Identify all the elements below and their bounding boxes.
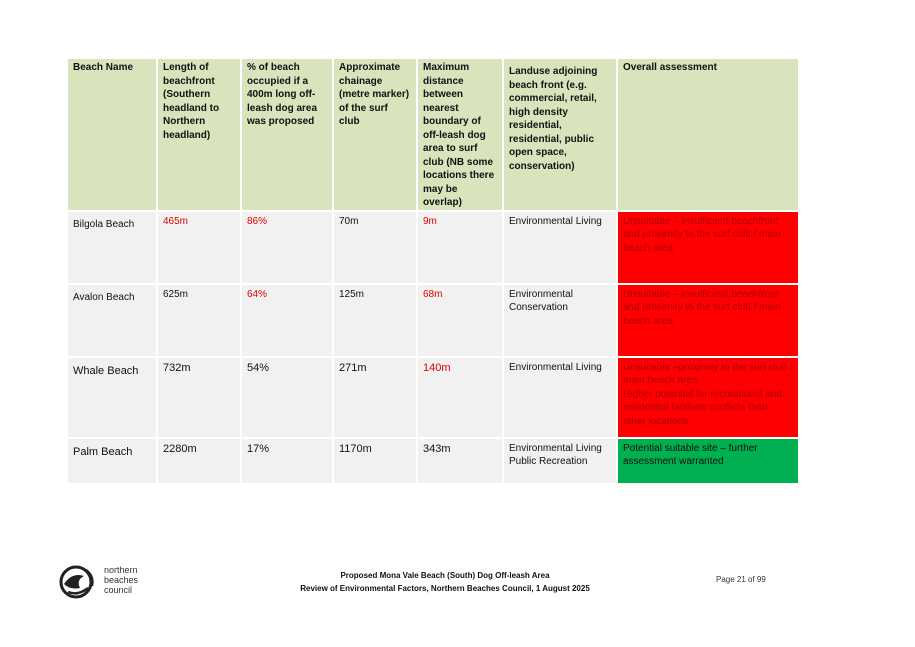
landuse-line: Environmental Living [509, 361, 602, 373]
landuse-line: Environmental Living [509, 215, 602, 227]
logo-line: beaches [104, 574, 139, 585]
header-chainage: Approximate chainage (metre marker) of the surf club [334, 59, 416, 210]
page-number: Page 21 of 99 [716, 575, 766, 584]
landuse-line: Environmental Living [509, 442, 602, 454]
assessment-cell-suitable [618, 437, 798, 483]
header-distance: Maximum distance between nearest boundary of off-leash dog area to surf club (NB some locations there may be overlap) [418, 59, 502, 210]
length-cell: 732m [158, 356, 240, 437]
beach-name-cell: Bilgola Beach [68, 210, 156, 283]
percent-cell: 17% [242, 437, 332, 483]
percent-cell: 54% [242, 356, 332, 437]
assessment-cell-unsuitable [618, 283, 798, 356]
assessment-line: Unsuitable – insufficient beachfront and proximity to the surf club / main beach area [623, 288, 781, 327]
distance-cell: 9m [418, 210, 502, 283]
beach-name-cell: Whale Beach [68, 356, 156, 437]
council-logo-mark-icon [58, 562, 100, 602]
chainage-cell: 271m [334, 356, 416, 437]
assessment-line: Higher potential for recreational and residential landuse conflicts than other locations [623, 388, 782, 427]
landuse-cell [504, 210, 616, 283]
landuse-cell [504, 356, 616, 437]
chainage-cell: 70m [334, 210, 416, 283]
footer-document-info [250, 570, 640, 596]
footer-doc-subtitle: Review of Environmental Factors, Northern Beaches Council, 1 August 2025 [300, 583, 590, 593]
assessment-line: Unsuitable – insufficient beachfront and proximity to the surf club / main beach area [623, 215, 781, 254]
footer-doc-title: Proposed Mona Vale Beach (South) Dog Off-leash Area [340, 571, 550, 580]
header-landuse: Landuse adjoining beach front (e.g. commercial, retail, high density residential, residential, public open space, conservation) [504, 59, 616, 210]
council-logo [58, 562, 168, 602]
header-length: Length of beachfront (Southern headland to Northern headland) [158, 59, 240, 210]
chainage-cell: 1170m [334, 437, 416, 483]
distance-cell: 343m [418, 437, 502, 483]
landuse-cell [504, 437, 616, 483]
assessment-cell-unsuitable [618, 356, 798, 437]
distance-cell: 140m [418, 356, 502, 437]
assessment-line: Potential suitable site – further assessment warranted [623, 442, 758, 467]
distance-cell: 68m [418, 283, 502, 356]
landuse-line: Environmental Conservation [509, 288, 573, 313]
table-row [68, 283, 798, 356]
header-assessment: Overall assessment [618, 59, 798, 210]
beach-assessment-table [66, 59, 800, 483]
council-logo-text [104, 566, 138, 596]
header-percent: % of beach occupied if a 400m long off-leash dog area was proposed [242, 59, 332, 210]
percent-cell: 64% [242, 283, 332, 356]
beach-name-cell: Palm Beach [68, 437, 156, 483]
table-row [68, 437, 798, 483]
table-row [68, 210, 798, 283]
landuse-line: Public Recreation [509, 456, 588, 467]
table-header-row [68, 59, 798, 210]
logo-line: northern [104, 565, 138, 575]
percent-cell: 86% [242, 210, 332, 283]
header-beach-name: Beach Name [68, 59, 156, 210]
landuse-cell [504, 283, 616, 356]
beach-name-cell: Avalon Beach [68, 283, 156, 356]
logo-line: council [104, 584, 133, 595]
length-cell: 625m [158, 283, 240, 356]
table-row [68, 356, 798, 437]
assessment-line: Unsuitable –proximity to the surf club / main beach area. [623, 361, 793, 386]
length-cell: 2280m [158, 437, 240, 483]
assessment-cell-unsuitable [618, 210, 798, 283]
chainage-cell: 125m [334, 283, 416, 356]
length-cell: 465m [158, 210, 240, 283]
